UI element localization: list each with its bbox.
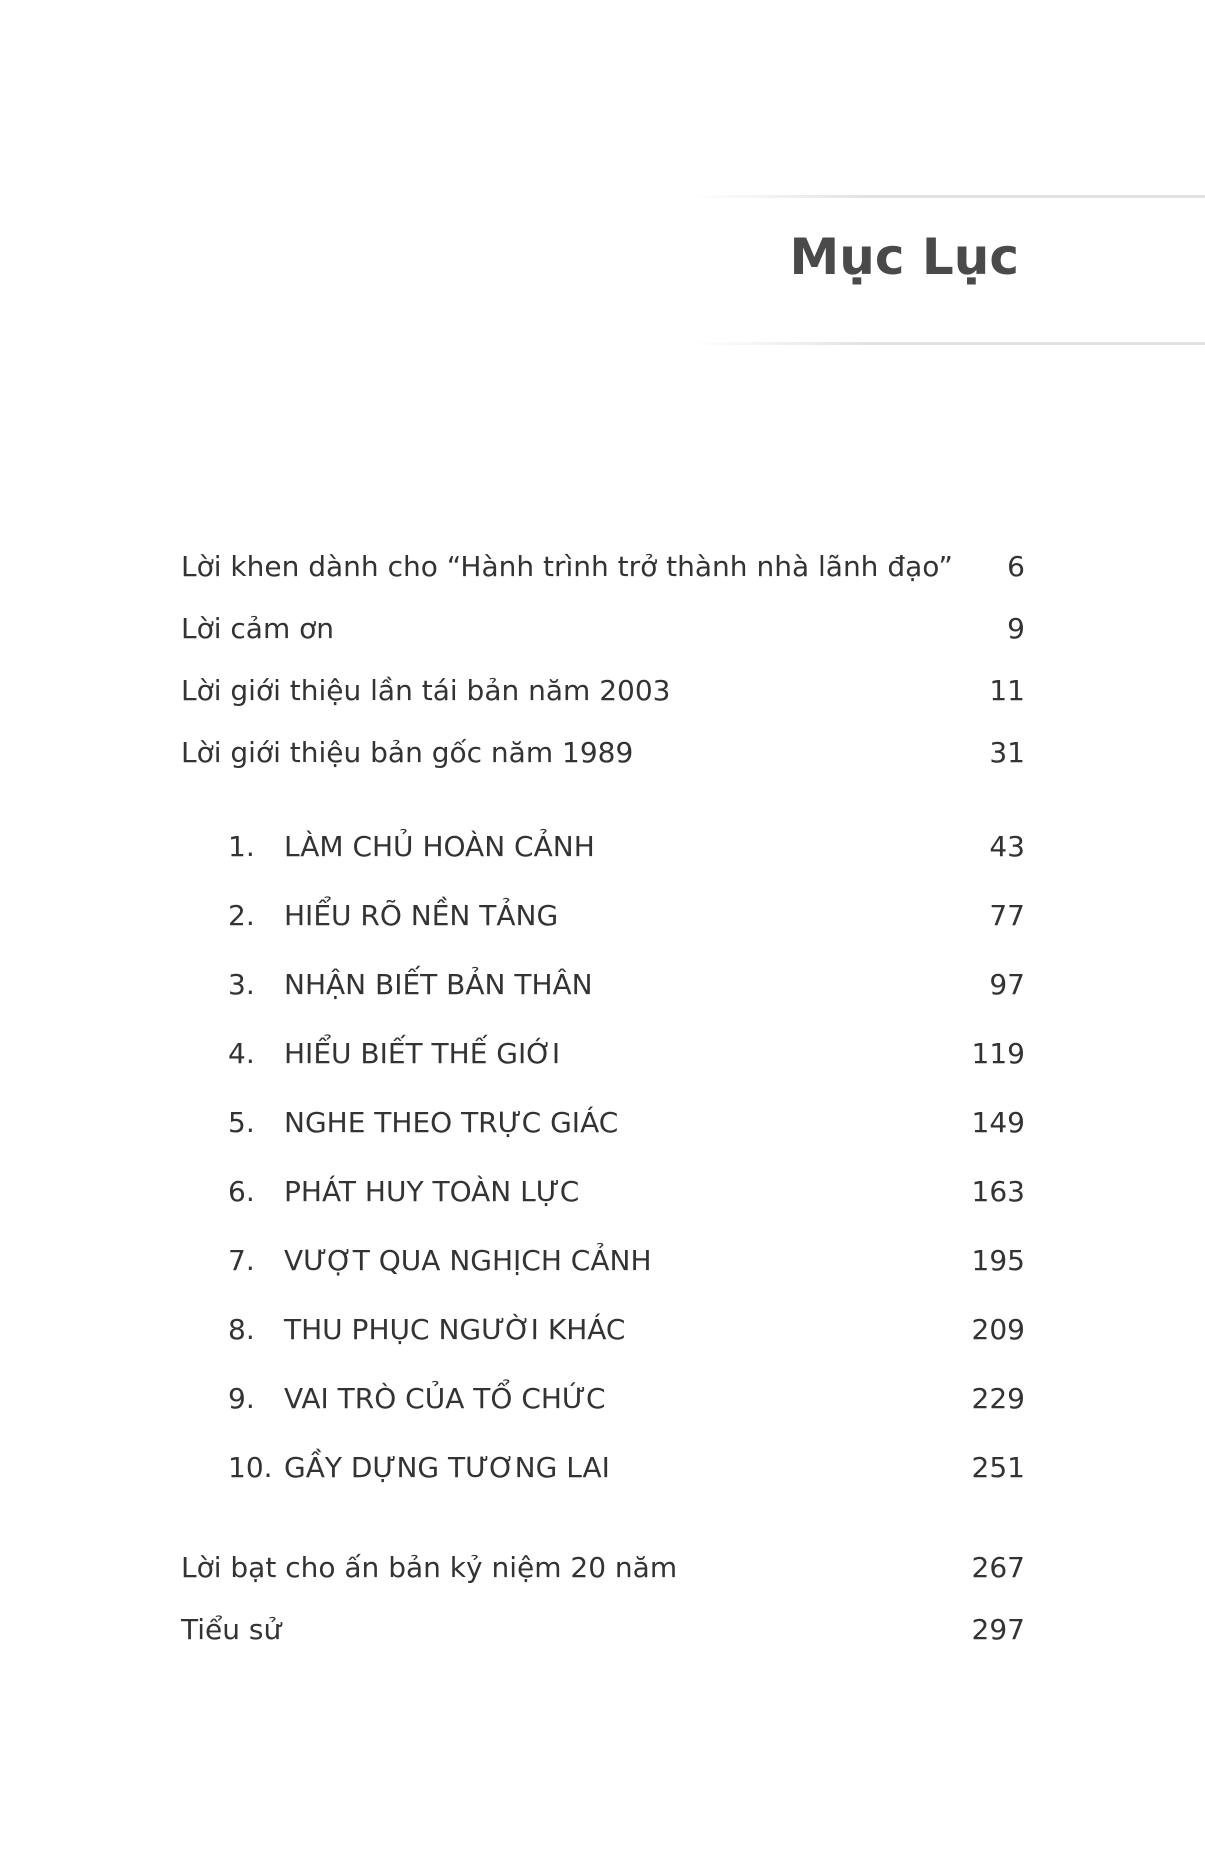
toc-chapter-7[interactable] xyxy=(181,1241,1025,1281)
toc-chapter-10[interactable] xyxy=(181,1448,1025,1488)
chapter-page: 119 xyxy=(971,1037,1025,1070)
toc-entry-label: Lời bạt cho ấn bản kỷ niệm 20 năm xyxy=(181,1551,678,1584)
chapter-title: NGHE THEO TRỰC GIÁC xyxy=(284,1106,619,1139)
toc-entry-page: 6 xyxy=(1007,550,1025,583)
chapter-title: GẦY DỰNG TƯƠNG LAI xyxy=(284,1451,610,1484)
page-title: Mục Lục xyxy=(789,228,1019,286)
chapter-page: 149 xyxy=(971,1106,1025,1139)
chapter-title: NHẬN BIẾT BẢN THÂN xyxy=(284,968,593,1001)
toc-entry-page: 31 xyxy=(989,736,1025,769)
chapter-number: 9. xyxy=(228,1382,255,1415)
toc-chapter-6[interactable] xyxy=(181,1172,1025,1212)
chapter-number: 5. xyxy=(228,1106,255,1139)
toc-entry-intro-2003[interactable] xyxy=(181,671,1025,711)
chapter-title: HIỂU BIẾT THẾ GIỚI xyxy=(284,1037,561,1070)
chapter-page: 209 xyxy=(971,1313,1025,1346)
toc-entry-label: Lời giới thiệu lần tái bản năm 2003 xyxy=(181,674,671,707)
toc-chapter-8[interactable] xyxy=(181,1310,1025,1350)
chapter-page: 251 xyxy=(971,1451,1025,1484)
chapter-number: 3. xyxy=(228,968,255,1001)
toc-chapter-5[interactable] xyxy=(181,1103,1025,1143)
chapter-page: 195 xyxy=(971,1244,1025,1277)
chapter-page: 43 xyxy=(989,830,1025,863)
toc-entry-page: 267 xyxy=(971,1551,1025,1584)
chapter-number: 2. xyxy=(228,899,255,932)
toc-entry-label: Lời khen dành cho “Hành trình trở thành nhà lãnh đạo” xyxy=(181,550,953,583)
chapter-number: 10. xyxy=(228,1451,273,1484)
toc-entry-page: 9 xyxy=(1007,612,1025,645)
toc-chapter-1[interactable] xyxy=(181,827,1025,867)
title-top-rule xyxy=(690,195,1205,198)
chapter-title: LÀM CHỦ HOÀN CẢNH xyxy=(284,830,595,863)
toc-chapter-4[interactable] xyxy=(181,1034,1025,1074)
toc-entry-label: Tiểu sử xyxy=(181,1613,282,1646)
chapter-number: 7. xyxy=(228,1244,255,1277)
toc-entry-biography[interactable] xyxy=(181,1610,1025,1650)
toc-entry-page: 297 xyxy=(971,1613,1025,1646)
chapter-title: VƯỢT QUA NGHỊCH CẢNH xyxy=(284,1244,652,1277)
toc-chapter-9[interactable] xyxy=(181,1379,1025,1419)
chapter-number: 6. xyxy=(228,1175,255,1208)
toc-entry-page: 11 xyxy=(989,674,1025,707)
chapter-number: 1. xyxy=(228,830,255,863)
chapter-title: THU PHỤC NGƯỜI KHÁC xyxy=(284,1313,626,1346)
chapter-title: PHÁT HUY TOÀN LỰC xyxy=(284,1175,580,1208)
chapter-page: 229 xyxy=(971,1382,1025,1415)
title-bottom-rule xyxy=(690,342,1205,345)
toc-entry-label: Lời cảm ơn xyxy=(181,612,335,645)
toc-entry-afterword[interactable] xyxy=(181,1548,1025,1588)
toc-chapter-2[interactable] xyxy=(181,896,1025,936)
chapter-number: 8. xyxy=(228,1313,255,1346)
chapter-number: 4. xyxy=(228,1037,255,1070)
chapter-title: VAI TRÒ CỦA TỔ CHỨC xyxy=(284,1382,606,1415)
toc-entry-praise[interactable] xyxy=(181,547,1025,587)
toc-chapter-3[interactable] xyxy=(181,965,1025,1005)
chapter-page: 97 xyxy=(989,968,1025,1001)
chapter-page: 77 xyxy=(989,899,1025,932)
toc-entry-label: Lời giới thiệu bản gốc năm 1989 xyxy=(181,736,634,769)
chapter-title: HIỂU RÕ NỀN TẢNG xyxy=(284,899,559,932)
chapter-page: 163 xyxy=(971,1175,1025,1208)
toc-entry-acknowledgements[interactable] xyxy=(181,609,1025,649)
toc-entry-intro-1989[interactable] xyxy=(181,733,1025,773)
